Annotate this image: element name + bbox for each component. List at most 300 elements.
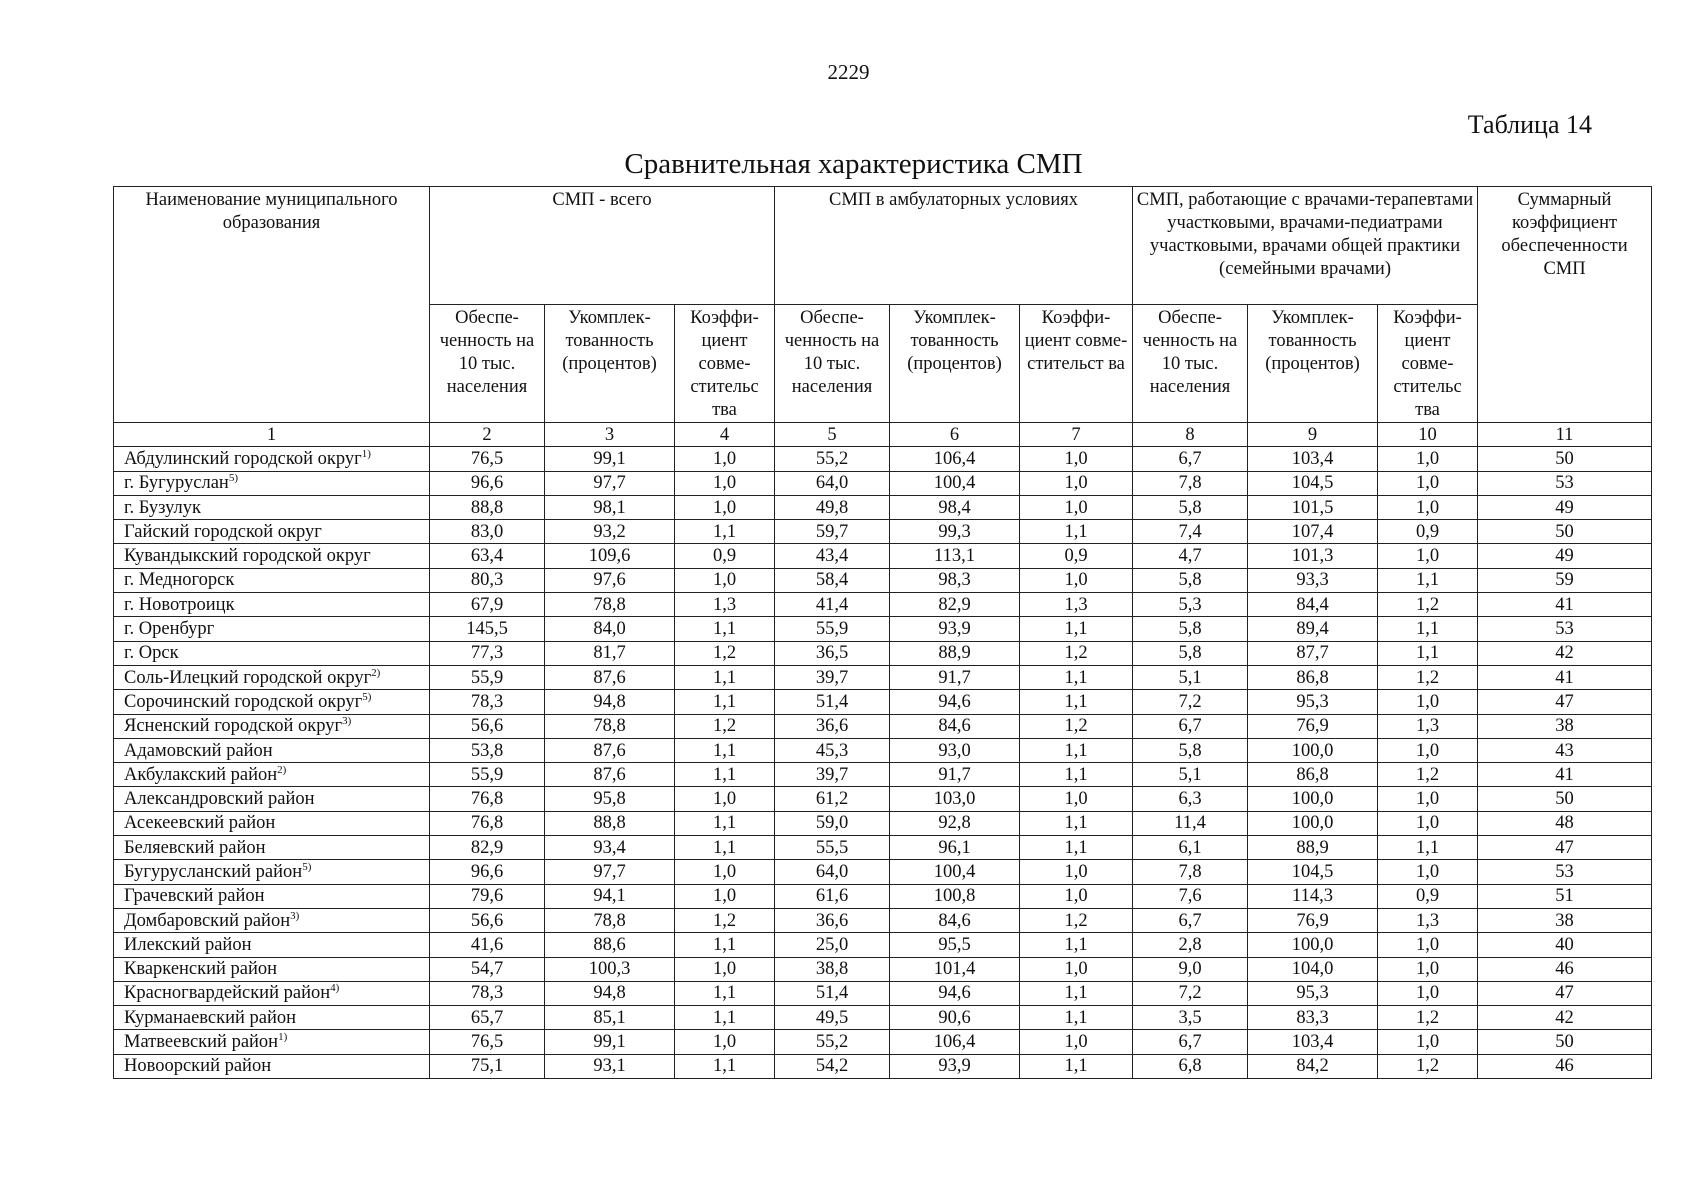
value-cell: 1,3 — [675, 593, 775, 617]
page-number: 2229 — [827, 60, 870, 84]
value-cell: 100,0 — [1248, 738, 1378, 762]
municipality-label: Бугурусланский район — [124, 861, 303, 882]
value-cell: 95,5 — [890, 933, 1020, 957]
footnote-marker: 2) — [277, 763, 287, 776]
value-cell: 84,6 — [890, 908, 1020, 932]
value-cell: 83,0 — [430, 520, 545, 544]
municipality-name — [114, 568, 430, 592]
value-cell: 1,2 — [1378, 1054, 1478, 1078]
municipality-name — [114, 641, 430, 665]
value-cell: 5,8 — [1133, 617, 1248, 641]
table-row — [114, 1030, 1652, 1054]
municipality-label: г. Бузулук — [124, 497, 201, 518]
value-cell: 1,0 — [675, 884, 775, 908]
municipality-name — [114, 811, 430, 835]
value-cell: 97,7 — [545, 860, 675, 884]
municipality-name — [114, 544, 430, 568]
value-cell: 49 — [1478, 544, 1652, 568]
municipality-label: Асекеевский район — [124, 813, 276, 834]
value-cell: 6,7 — [1133, 447, 1248, 471]
value-cell: 1,2 — [1378, 593, 1478, 617]
value-cell: 99,1 — [545, 447, 675, 471]
value-cell: 78,8 — [545, 908, 675, 932]
value-cell: 76,9 — [1248, 714, 1378, 738]
value-cell: 5,8 — [1133, 738, 1248, 762]
value-cell: 1,0 — [1378, 981, 1478, 1005]
value-cell: 63,4 — [430, 544, 545, 568]
municipality-name — [114, 520, 430, 544]
value-cell: 53 — [1478, 860, 1652, 884]
value-cell: 83,3 — [1248, 1006, 1378, 1030]
municipality-name — [114, 714, 430, 738]
footnote-marker: 2) — [371, 666, 381, 679]
value-cell: 5,3 — [1133, 593, 1248, 617]
value-cell: 55,9 — [775, 617, 890, 641]
footnote-marker: 1) — [278, 1031, 288, 1044]
value-cell: 5,8 — [1133, 495, 1248, 519]
value-cell: 94,1 — [545, 884, 675, 908]
value-cell: 0,9 — [1020, 544, 1133, 568]
value-cell: 77,3 — [430, 641, 545, 665]
value-cell: 1,1 — [1378, 568, 1478, 592]
value-cell: 53 — [1478, 471, 1652, 495]
value-cell: 113,1 — [890, 544, 1020, 568]
value-cell: 1,0 — [1020, 568, 1133, 592]
subheader-cell: Укомплек-тованность (процентов) — [545, 305, 675, 423]
value-cell: 88,9 — [1248, 836, 1378, 860]
value-cell: 78,3 — [430, 981, 545, 1005]
municipality-name — [114, 471, 430, 495]
table-row — [114, 593, 1652, 617]
value-cell: 104,0 — [1248, 957, 1378, 981]
value-cell: 50 — [1478, 447, 1652, 471]
value-cell: 59,0 — [775, 811, 890, 835]
value-cell: 41,6 — [430, 933, 545, 957]
value-cell: 39,7 — [775, 763, 890, 787]
value-cell: 67,9 — [430, 593, 545, 617]
value-cell: 45,3 — [775, 738, 890, 762]
value-cell: 49,5 — [775, 1006, 890, 1030]
municipality-label: Кваркенский район — [124, 959, 278, 980]
table-row — [114, 544, 1652, 568]
value-cell: 40 — [1478, 933, 1652, 957]
value-cell: 109,6 — [545, 544, 675, 568]
value-cell: 0,9 — [1378, 520, 1478, 544]
footnote-marker: 5) — [228, 472, 238, 485]
value-cell: 76,8 — [430, 811, 545, 835]
column-number: 5 — [775, 423, 890, 447]
value-cell: 54,7 — [430, 957, 545, 981]
value-cell: 1,0 — [675, 447, 775, 471]
value-cell: 61,2 — [775, 787, 890, 811]
footnote-marker: 5) — [362, 690, 372, 703]
value-cell: 82,9 — [890, 593, 1020, 617]
value-cell: 41 — [1478, 665, 1652, 689]
value-cell: 0,9 — [675, 544, 775, 568]
column-number: 11 — [1478, 423, 1652, 447]
value-cell: 1,0 — [1378, 811, 1478, 835]
value-cell: 1,1 — [1020, 738, 1133, 762]
municipality-name — [114, 981, 430, 1005]
municipality-label: Абдулинский городской округ — [124, 448, 362, 469]
value-cell: 106,4 — [890, 447, 1020, 471]
value-cell: 84,2 — [1248, 1054, 1378, 1078]
value-cell: 3,5 — [1133, 1006, 1248, 1030]
header-name: Наименование муниципального образования — [114, 187, 430, 423]
municipality-label: Александровский район — [124, 789, 315, 810]
value-cell: 1,1 — [675, 665, 775, 689]
value-cell: 114,3 — [1248, 884, 1378, 908]
value-cell: 100,0 — [1248, 811, 1378, 835]
municipality-label: г. Медногорск — [124, 570, 235, 591]
value-cell: 93,9 — [890, 617, 1020, 641]
value-cell: 1,0 — [675, 495, 775, 519]
value-cell: 107,4 — [1248, 520, 1378, 544]
header-group-total: СМП - всего — [430, 187, 775, 305]
value-cell: 56,6 — [430, 714, 545, 738]
value-cell: 100,4 — [890, 471, 1020, 495]
value-cell: 1,0 — [1020, 495, 1133, 519]
value-cell: 59 — [1478, 568, 1652, 592]
value-cell: 65,7 — [430, 1006, 545, 1030]
value-cell: 1,1 — [1020, 1006, 1133, 1030]
value-cell: 1,1 — [1378, 617, 1478, 641]
municipality-label: Грачевский район — [124, 886, 265, 907]
value-cell: 84,6 — [890, 714, 1020, 738]
value-cell: 88,8 — [545, 811, 675, 835]
value-cell: 46 — [1478, 1054, 1652, 1078]
municipality-name — [114, 593, 430, 617]
municipality-name — [114, 908, 430, 932]
value-cell: 1,1 — [675, 811, 775, 835]
value-cell: 98,1 — [545, 495, 675, 519]
value-cell: 98,4 — [890, 495, 1020, 519]
value-cell: 1,0 — [1378, 1030, 1478, 1054]
table-row — [114, 933, 1652, 957]
footnote-marker: 4) — [330, 982, 340, 995]
value-cell: 1,0 — [1378, 860, 1478, 884]
municipality-label: г. Бугуруслан — [124, 473, 229, 494]
value-cell: 106,4 — [890, 1030, 1020, 1054]
value-cell: 1,0 — [1378, 957, 1478, 981]
value-cell: 1,1 — [1020, 981, 1133, 1005]
value-cell: 79,6 — [430, 884, 545, 908]
table-body — [114, 423, 1652, 1079]
municipality-name — [114, 787, 430, 811]
value-cell: 1,1 — [1020, 763, 1133, 787]
value-cell: 1,1 — [675, 836, 775, 860]
municipality-name — [114, 957, 430, 981]
value-cell: 42 — [1478, 1006, 1652, 1030]
table-row — [114, 690, 1652, 714]
value-cell: 88,9 — [890, 641, 1020, 665]
column-number: 9 — [1248, 423, 1378, 447]
table-row — [114, 763, 1652, 787]
value-cell: 41,4 — [775, 593, 890, 617]
value-cell: 51,4 — [775, 981, 890, 1005]
footnote-marker: 3) — [342, 715, 352, 728]
value-cell: 93,0 — [890, 738, 1020, 762]
subheader-cell: Обеспе-ченность на 10 тыс. населения — [1133, 305, 1248, 423]
value-cell: 1,1 — [675, 981, 775, 1005]
subheader-cell: Коэффи-циент совме-стительс тва — [675, 305, 775, 423]
column-number: 2 — [430, 423, 545, 447]
value-cell: 1,1 — [675, 933, 775, 957]
subheader-cell: Укомплек-тованность (процентов) — [1248, 305, 1378, 423]
municipality-name — [114, 763, 430, 787]
table-row — [114, 520, 1652, 544]
value-cell: 101,3 — [1248, 544, 1378, 568]
value-cell: 5,1 — [1133, 665, 1248, 689]
value-cell: 51,4 — [775, 690, 890, 714]
value-cell: 55,2 — [775, 1030, 890, 1054]
value-cell: 75,1 — [430, 1054, 545, 1078]
value-cell: 93,1 — [545, 1054, 675, 1078]
municipality-name — [114, 933, 430, 957]
value-cell: 38 — [1478, 714, 1652, 738]
municipality-name — [114, 738, 430, 762]
municipality-name — [114, 1030, 430, 1054]
table-row — [114, 884, 1652, 908]
subheader-cell: Укомплек-тованность (процентов) — [890, 305, 1020, 423]
value-cell: 94,6 — [890, 981, 1020, 1005]
municipality-label: Курманаевский район — [124, 1007, 297, 1028]
value-cell: 1,0 — [675, 787, 775, 811]
value-cell: 7,2 — [1133, 690, 1248, 714]
value-cell: 80,3 — [430, 568, 545, 592]
value-cell: 86,8 — [1248, 665, 1378, 689]
value-cell: 1,1 — [675, 763, 775, 787]
value-cell: 64,0 — [775, 860, 890, 884]
value-cell: 1,0 — [1020, 884, 1133, 908]
value-cell: 94,8 — [545, 981, 675, 1005]
value-cell: 1,1 — [675, 738, 775, 762]
municipality-label: Красногвардейский район — [124, 983, 331, 1004]
table-row — [114, 1054, 1652, 1078]
subheader-cell: Обеспе-ченность на 10 тыс. населения — [430, 305, 545, 423]
value-cell: 1,0 — [675, 1030, 775, 1054]
subheader-cell: Коэффи-циент совме-стительс тва — [1378, 305, 1478, 423]
column-number: 1 — [114, 423, 430, 447]
value-cell: 96,1 — [890, 836, 1020, 860]
municipality-label: Новоорский район — [124, 1056, 272, 1077]
value-cell: 59,7 — [775, 520, 890, 544]
value-cell: 100,0 — [1248, 787, 1378, 811]
value-cell: 92,8 — [890, 811, 1020, 835]
value-cell: 104,5 — [1248, 860, 1378, 884]
value-cell: 38,8 — [775, 957, 890, 981]
column-number: 10 — [1378, 423, 1478, 447]
value-cell: 1,0 — [1378, 447, 1478, 471]
value-cell: 41 — [1478, 593, 1652, 617]
column-number: 7 — [1020, 423, 1133, 447]
value-cell: 86,8 — [1248, 763, 1378, 787]
table-row — [114, 836, 1652, 860]
value-cell: 97,6 — [545, 568, 675, 592]
value-cell: 1,0 — [1020, 957, 1133, 981]
table-row — [114, 981, 1652, 1005]
value-cell: 91,7 — [890, 763, 1020, 787]
value-cell: 87,6 — [545, 763, 675, 787]
value-cell: 36,6 — [775, 908, 890, 932]
value-cell: 6,3 — [1133, 787, 1248, 811]
value-cell: 64,0 — [775, 471, 890, 495]
municipality-label: г. Новотроицк — [124, 594, 235, 615]
value-cell: 1,1 — [675, 617, 775, 641]
municipality-name — [114, 1054, 430, 1078]
value-cell: 1,1 — [675, 1006, 775, 1030]
value-cell: 6,8 — [1133, 1054, 1248, 1078]
value-cell: 100,0 — [1248, 933, 1378, 957]
value-cell: 38 — [1478, 908, 1652, 932]
value-cell: 97,7 — [545, 471, 675, 495]
value-cell: 95,3 — [1248, 690, 1378, 714]
value-cell: 1,0 — [1378, 690, 1478, 714]
value-cell: 94,8 — [545, 690, 675, 714]
value-cell: 78,3 — [430, 690, 545, 714]
value-cell: 90,6 — [890, 1006, 1020, 1030]
value-cell: 96,6 — [430, 471, 545, 495]
value-cell: 1,2 — [1378, 665, 1478, 689]
value-cell: 78,8 — [545, 593, 675, 617]
value-cell: 0,9 — [1378, 884, 1478, 908]
value-cell: 96,6 — [430, 860, 545, 884]
value-cell: 47 — [1478, 981, 1652, 1005]
value-cell: 1,2 — [1020, 714, 1133, 738]
subheader-cell: Обеспе-ченность на 10 тыс. населения — [775, 305, 890, 423]
value-cell: 1,0 — [1378, 495, 1478, 519]
value-cell: 51 — [1478, 884, 1652, 908]
value-cell: 87,6 — [545, 738, 675, 762]
value-cell: 1,3 — [1020, 593, 1133, 617]
value-cell: 53 — [1478, 617, 1652, 641]
value-cell: 1,1 — [1020, 617, 1133, 641]
value-cell: 1,1 — [1020, 933, 1133, 957]
value-cell: 6,7 — [1133, 1030, 1248, 1054]
value-cell: 1,1 — [1378, 836, 1478, 860]
table-row — [114, 860, 1652, 884]
table-label: Таблица 14 — [1467, 110, 1592, 139]
municipality-name — [114, 860, 430, 884]
value-cell: 98,3 — [890, 568, 1020, 592]
value-cell: 7,2 — [1133, 981, 1248, 1005]
value-cell: 1,0 — [1378, 787, 1478, 811]
value-cell: 55,9 — [430, 763, 545, 787]
municipality-label: Кувандыкский городской округ — [124, 546, 371, 567]
value-cell: 47 — [1478, 690, 1652, 714]
municipality-name — [114, 690, 430, 714]
value-cell: 7,8 — [1133, 860, 1248, 884]
value-cell: 1,0 — [1020, 447, 1133, 471]
value-cell: 50 — [1478, 787, 1652, 811]
value-cell: 84,4 — [1248, 593, 1378, 617]
value-cell: 1,2 — [675, 641, 775, 665]
table-row — [114, 641, 1652, 665]
table-row — [114, 1006, 1652, 1030]
value-cell: 1,1 — [1020, 1054, 1133, 1078]
comparison-table — [113, 186, 1652, 1079]
table-row — [114, 787, 1652, 811]
value-cell: 48 — [1478, 811, 1652, 835]
value-cell: 93,4 — [545, 836, 675, 860]
value-cell: 55,9 — [430, 665, 545, 689]
header-group-district: СМП, работающие с врачами-терапевтами участковыми, врачами-педиатрами участковыми, врачами общей практики (семейными врачами) — [1133, 187, 1478, 305]
value-cell: 5,1 — [1133, 763, 1248, 787]
value-cell: 1,0 — [1378, 471, 1478, 495]
municipality-label: Сорочинский городской округ — [124, 691, 363, 712]
value-cell: 6,7 — [1133, 908, 1248, 932]
value-cell: 93,9 — [890, 1054, 1020, 1078]
value-cell: 1,0 — [675, 568, 775, 592]
value-cell: 2,8 — [1133, 933, 1248, 957]
municipality-label: Адамовский район — [124, 740, 273, 761]
value-cell: 1,0 — [1378, 738, 1478, 762]
table-row — [114, 957, 1652, 981]
value-cell: 88,6 — [545, 933, 675, 957]
table-row — [114, 495, 1652, 519]
value-cell: 55,5 — [775, 836, 890, 860]
municipality-name — [114, 495, 430, 519]
value-cell: 100,3 — [545, 957, 675, 981]
value-cell: 7,6 — [1133, 884, 1248, 908]
table-row — [114, 665, 1652, 689]
value-cell: 1,1 — [1020, 665, 1133, 689]
value-cell: 1,3 — [1378, 908, 1478, 932]
value-cell: 5,8 — [1133, 568, 1248, 592]
value-cell: 11,4 — [1133, 811, 1248, 835]
value-cell: 88,8 — [430, 495, 545, 519]
value-cell: 50 — [1478, 520, 1652, 544]
value-cell: 1,2 — [1378, 1006, 1478, 1030]
value-cell: 55,2 — [775, 447, 890, 471]
table-row — [114, 714, 1652, 738]
value-cell: 1,1 — [1020, 690, 1133, 714]
value-cell: 99,1 — [545, 1030, 675, 1054]
value-cell: 6,1 — [1133, 836, 1248, 860]
value-cell: 4,7 — [1133, 544, 1248, 568]
value-cell: 81,7 — [545, 641, 675, 665]
value-cell: 61,6 — [775, 884, 890, 908]
value-cell: 76,9 — [1248, 908, 1378, 932]
municipality-label: Беляевский район — [124, 837, 266, 858]
value-cell: 87,6 — [545, 665, 675, 689]
footnote-marker: 3) — [290, 909, 300, 922]
table-row — [114, 447, 1652, 471]
municipality-name — [114, 665, 430, 689]
value-cell: 76,8 — [430, 787, 545, 811]
table-row — [114, 617, 1652, 641]
table-row — [114, 738, 1652, 762]
value-cell: 1,1 — [1020, 520, 1133, 544]
value-cell: 1,2 — [675, 908, 775, 932]
municipality-label: г. Орск — [124, 643, 179, 664]
column-number-row — [114, 423, 1652, 447]
municipality-label: Соль-Илецкий городской округ — [124, 667, 372, 688]
value-cell: 43,4 — [775, 544, 890, 568]
value-cell: 1,2 — [675, 714, 775, 738]
value-cell: 1,2 — [1020, 908, 1133, 932]
value-cell: 58,4 — [775, 568, 890, 592]
value-cell: 76,5 — [430, 447, 545, 471]
municipality-name — [114, 447, 430, 471]
value-cell: 101,5 — [1248, 495, 1378, 519]
table-title: Сравнительная характеристика СМП — [624, 148, 1083, 180]
table-row — [114, 908, 1652, 932]
value-cell: 93,2 — [545, 520, 675, 544]
value-cell: 7,8 — [1133, 471, 1248, 495]
value-cell: 84,0 — [545, 617, 675, 641]
table-row — [114, 811, 1652, 835]
